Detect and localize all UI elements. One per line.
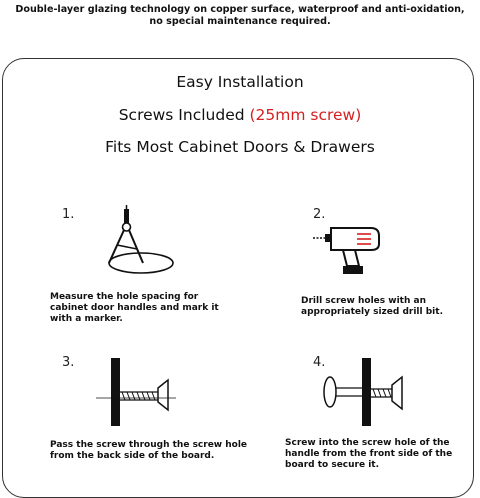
step-1-text: Measure the hole spacing for cabinet door handles and mark it with a marker. [50, 292, 219, 324]
heading-screws-included [0, 106, 480, 124]
drill-icon [313, 222, 383, 277]
screw-into-handle-icon [318, 358, 408, 428]
compass-icon [95, 205, 185, 280]
screws-included-text: Screws Included [118, 106, 250, 124]
heading-easy-installation: Easy Installation [176, 73, 304, 91]
step-4-text: Screw into the screw hole of the handle from the front side of the board to secure it. [285, 438, 453, 470]
step-2-number: 2. [313, 207, 326, 222]
step-3-number: 3. [62, 355, 75, 370]
heading-fits-doors-drawers: Fits Most Cabinet Doors & Drawers [105, 138, 375, 156]
screw-size-highlight: (25mm screw) [249, 106, 362, 124]
top-note: Double-layer glazing technology on copper surface, waterproof and anti-oxidation, no special maintenance required. [15, 4, 465, 27]
step-4-number: 4. [313, 355, 326, 370]
instructions-card [2, 58, 474, 498]
step-1-number: 1. [62, 207, 75, 222]
step-2-text: Drill screw holes with an appropriately sized drill bit. [301, 296, 443, 317]
screw-through-board-icon [96, 358, 176, 428]
step-3-text: Pass the screw through the screw hole from the back side of the board. [50, 440, 248, 461]
